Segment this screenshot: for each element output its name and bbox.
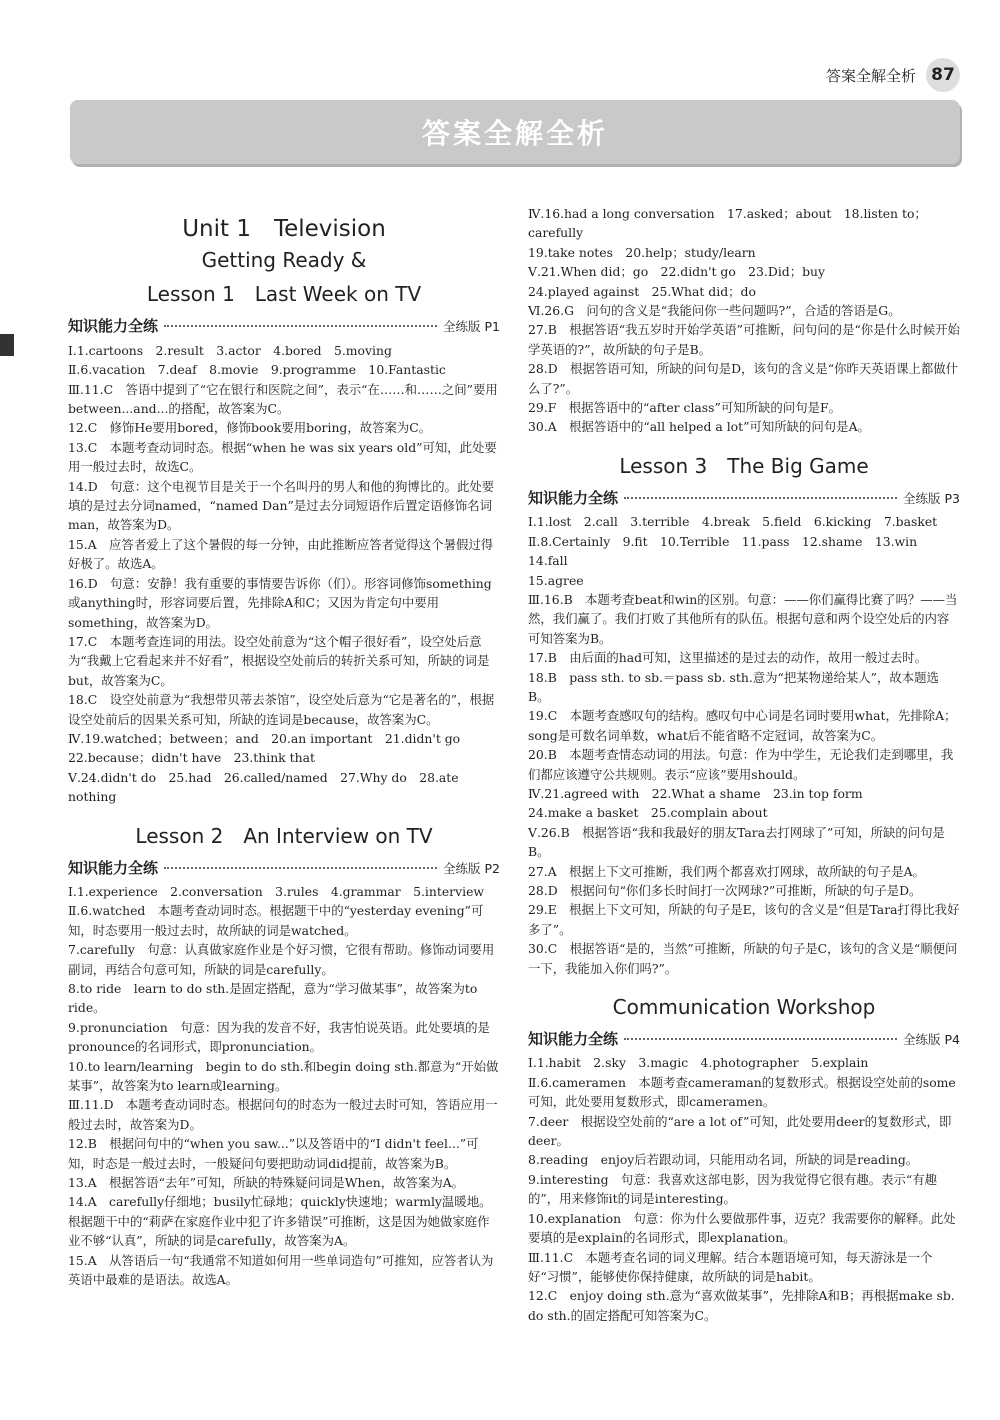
answer-line: 13.C 本题考查动词时态。根据“when he was six years old”可知，此处要用一般过去时，故选C。 bbox=[68, 439, 497, 475]
answer-line: Ⅲ.11.D 本题考查动词时态。根据问句的时态为一般过去时可知，答语应用一般过去时，故答案为D。 bbox=[68, 1097, 498, 1132]
answer-line: 13.A 根据答语“去年”可知，所缺的特殊疑问词是When，故答案为A。 bbox=[68, 1175, 465, 1191]
answer-line: 30.C 根据答语“是的，当然”可推断，所缺的句子是C，该句的含义是“顺便问一下，我能加入你们吗?”。 bbox=[528, 941, 958, 976]
answer-line: Ⅳ.19.watched；between；and 20.an important 21.didn't go bbox=[68, 730, 461, 746]
answer-line: Ⅱ.6.watched 本题考查动词时态。根据题干中的“yesterday evening”可知，时态要用一般过去时，故所缺的词是watched。 bbox=[68, 903, 484, 938]
answer-line: Ⅴ.26.B 根据答语“我和我最好的朋友Tara去打网球了”可知，所缺的问句是B。 bbox=[528, 824, 945, 860]
answer-line: Ⅱ.6.vacation 7.deaf 8.movie 9.programme 10.Fantastic bbox=[68, 362, 446, 378]
answer-line: 12.C enjoy doing sth.意为“喜欢做某事”，先排除A和B；再根据make sb. do sth.的固定搭配可知答案为C。 bbox=[528, 1288, 955, 1323]
dot-leader bbox=[624, 497, 897, 499]
answer-line: 24.make a basket 25.complain about bbox=[528, 805, 768, 821]
section-banner bbox=[70, 100, 960, 164]
section-header bbox=[528, 1030, 960, 1049]
answer-line: 10.explanation 句意：你为什么要做那件事，迈克？我需要你的解释。此处要填的是explain的名词形式，即explanation。 bbox=[528, 1210, 956, 1246]
dot-leader bbox=[164, 325, 437, 327]
lesson-title-2: Lesson 2 An Interview on TV bbox=[135, 823, 433, 848]
lesson-title-getting-ready: Getting Ready & bbox=[201, 248, 367, 273]
answer-line: 19.take notes 20.help；study/learn bbox=[528, 244, 756, 260]
answer-line: 17.B 由后面的had可知，这里描述的是过去的动作，故用一般过去时。 bbox=[528, 650, 928, 666]
left-column bbox=[68, 200, 500, 1290]
section-header bbox=[528, 489, 960, 508]
answer-line: 17.C 本题考查连词的用法。设空处前意为“这个帽子很好看”，设空处后意为“我戴上它看起来并不好看”，根据设空处前后的转折关系可知，所缺的词是but，故答案为C。 bbox=[68, 633, 490, 688]
answer-line: 15.agree bbox=[528, 572, 584, 588]
answer-line: Ⅱ.6.cameramen 本题考查cameraman的复数形式。根据设空处前的some可知，此处要用复数形式，即cameramen。 bbox=[528, 1074, 956, 1110]
answer-line: 15.A 从答语后一句“我通常不知道如何用一些单词造句”可推知，应答者认为英语中最难的是语法。故选A。 bbox=[68, 1252, 494, 1288]
answer-line: 9.interesting 句意：我喜欢这部电影，因为我觉得它很有趣。表示“有趣的”，用来修饰it的词是interesting。 bbox=[528, 1171, 938, 1207]
answer-line: 24.played against 25.What did；do bbox=[528, 283, 756, 299]
answer-line: Ⅲ.11.C 答语中提到了“它在银行和医院之间”，表示“在……和……之间”要用between...and...的搭配，故答案为C。 bbox=[68, 381, 498, 417]
answer-line: Ⅰ.1.cartoons 2.result 3.actor 4.bored 5.moving bbox=[68, 342, 392, 358]
section-name: 知识能力全练 bbox=[528, 488, 619, 507]
section-name: 知识能力全练 bbox=[68, 858, 159, 877]
side-tab-marker bbox=[0, 334, 14, 356]
page-number: 87 bbox=[926, 58, 960, 92]
answer-line: 16.D 句意：安静！我有重要的事情要告诉你（们）。形容词修饰something或anything时，形容词要后置，先排除A和C；又因为肯定句中要用something，故答案为D。 bbox=[68, 575, 492, 630]
right-column bbox=[528, 204, 960, 1325]
answer-line: 15.A 应答者爱上了这个暑假的每一分钟，由此推断应答者觉得这个暑假过得好极了。故选A。 bbox=[68, 536, 494, 572]
answer-line: 19.C 本题考查感叹句的结构。感叹句中心词是名词时要用what，先排除A；song是可数名词单数，what后不能省略不定冠词，故答案为C。 bbox=[528, 708, 957, 743]
answer-line: Ⅱ.8.Certainly 9.fit 10.Terrible 11.pass 12.shame 13.win 14.fall bbox=[528, 533, 930, 569]
page-header bbox=[826, 58, 960, 92]
header-title: 答案全解全析 bbox=[825, 66, 916, 85]
section-name: 知识能力全练 bbox=[68, 317, 159, 336]
answer-line: 29.F 根据答语中的“after class”可知所缺的问句是F。 bbox=[528, 400, 841, 416]
unit-title: Unit 1 Television bbox=[182, 216, 386, 242]
lesson-title-3: Lesson 3 The Big Game bbox=[619, 453, 869, 478]
answer-line: Ⅵ.26.G 问句的含义是“我能问你一些问题吗?”，合适的答语是G。 bbox=[528, 303, 901, 319]
answer-line: Ⅰ.1.experience 2.conversation 3.rules 4.grammar 5.interview bbox=[68, 883, 485, 899]
workshop-title: Communication Workshop bbox=[612, 995, 876, 1020]
answer-line: 28.D 根据答语可知，所缺的问句是D，该句的含义是“你昨天英语课上都做什么了?”。 bbox=[528, 361, 959, 396]
section-ref: 全练版 P3 bbox=[903, 490, 960, 506]
answer-line: 8.reading enjoy后若跟动词，只能用动名词，所缺的词是reading。 bbox=[528, 1152, 919, 1168]
answer-line: 30.A 根据答语中的“all helped a lot”可知所缺的问句是A。 bbox=[528, 419, 870, 435]
section-name: 知识能力全练 bbox=[528, 1030, 619, 1049]
answer-line: 22.because；didn't have 23.think that bbox=[68, 750, 315, 766]
answer-line: Ⅴ.24.didn't do 25.had 26.called/named 27.Why do 28.ate nothing bbox=[68, 769, 459, 805]
answer-line: 12.C 修饰He要用bored，修饰book要用boring，故答案为C。 bbox=[68, 420, 432, 436]
answer-line: Ⅰ.1.lost 2.call 3.terrible 4.break 5.field 6.kicking 7.basket bbox=[528, 514, 938, 530]
section-ref: 全练版 P2 bbox=[443, 860, 500, 876]
answer-line: 29.E 根据上下文可知，所缺的句子是E，该句的含义是“但是Tara打得比我好多了”。 bbox=[528, 902, 960, 937]
answer-line: Ⅲ.11.C 本题考查名词的词义理解。结合本题语境可知，每天游泳是一个好“习惯”，能够使你保持健康，故所缺的词是habit。 bbox=[528, 1249, 933, 1284]
answer-line: 10.to learn/learning begin to do sth.和begin doing sth.都意为“开始做某事”，故答案为to learn或learning。 bbox=[68, 1058, 499, 1094]
dot-leader bbox=[624, 1038, 897, 1040]
answer-line: Ⅳ.16.had a long conversation 17.asked；about 18.listen to；carefully bbox=[528, 206, 927, 241]
answer-line: Ⅲ.16.B 本题考查beat和win的区别。句意：——你们赢得比赛了吗？——当然，我们赢了。我们打败了其他所有的队伍。根据句意和两个设空处后的内容可知答案为B。 bbox=[528, 591, 958, 646]
banner-title: 答案全解全析 bbox=[421, 117, 608, 150]
answer-line: 28.D 根据问句“你们多长时间打一次网球?”可推断，所缺的句子是D。 bbox=[528, 883, 922, 898]
answer-line: Ⅴ.21.When did；go 22.didn't go 23.Did；buy bbox=[528, 264, 826, 280]
answer-line: 12.B 根据问句中的“when you saw...”以及答语中的“I didn't feel...”可知，时态是一般过去时，一般疑问句要把助动词did提前，故答案为B。 bbox=[68, 1136, 479, 1171]
lesson-title-1: Lesson 1 Last Week on TV bbox=[146, 282, 422, 307]
section-header bbox=[68, 859, 500, 878]
answer-line: Ⅰ.1.habit 2.sky 3.magic 4.photographer 5.explain bbox=[528, 1055, 869, 1071]
answer-line: 18.B pass sth. to sb.＝pass sb. sth.意为“把某物递给某人”，故本题选B。 bbox=[528, 669, 939, 704]
section-ref: 全练版 P1 bbox=[443, 319, 500, 335]
answer-line: 27.B 根据答语“我五岁时开始学英语”可推断，问句问的是“你是什么时候开始学英语的?”，故所缺的句子是B。 bbox=[528, 322, 960, 357]
answer-line: 7.carefully 句意：认真做家庭作业是个好习惯，它很有帮助。修饰动词要用副词，再结合句意可知，所缺的词是carefully。 bbox=[68, 942, 495, 977]
section-ref: 全练版 P4 bbox=[903, 1032, 960, 1048]
answer-line: 20.B 本题考查情态动词的用法。句意：作为中学生，无论我们走到哪里，我们都应该遵守公共规则。表示“应该”要用should。 bbox=[528, 747, 954, 782]
answer-line: 9.pronunciation 句意：因为我的发音不好，我害怕说英语。此处要填的是pronounce的名词形式，即pronunciation。 bbox=[68, 1019, 490, 1055]
answer-line: 18.C 设空处前意为“我想带贝蒂去茶馆”，设空处后意为“它是著名的”，根据设空处前后的因果关系可知，所缺的连词是because，故答案为C。 bbox=[68, 692, 495, 727]
section-header bbox=[68, 317, 500, 336]
answer-line: 27.A 根据上下文可推断，我们两个都喜欢打网球，故所缺的句子是A。 bbox=[528, 863, 925, 879]
dot-leader bbox=[164, 867, 437, 869]
answer-line: 8.to ride learn to do sth.是固定搭配，意为“学习做某事”，故答案为to ride。 bbox=[68, 981, 478, 1016]
answer-line: Ⅳ.21.agreed with 22.What a shame 23.in top form bbox=[528, 785, 863, 801]
answer-line: 14.A carefully仔细地；busily忙碌地；quickly快速地；warmly温暖地。根据题干中的“莉萨在家庭作业中犯了许多错误”可推断，这是因为她做家庭作业不够“认真”，所缺的词是carefully，故答案为A。 bbox=[68, 1194, 492, 1249]
answer-line: 14.D 句意：这个电视节目是关于一个名叫丹的男人和他的狗博比的。此处要填的是过去分词named，“named Dan”是过去分词短语作后置定语修饰名词man，故答案为D。 bbox=[68, 478, 495, 533]
answer-line: 7.deer 根据设空处前的“are a lot of”可知，此处要用deer的复数形式，即deer。 bbox=[528, 1113, 952, 1149]
